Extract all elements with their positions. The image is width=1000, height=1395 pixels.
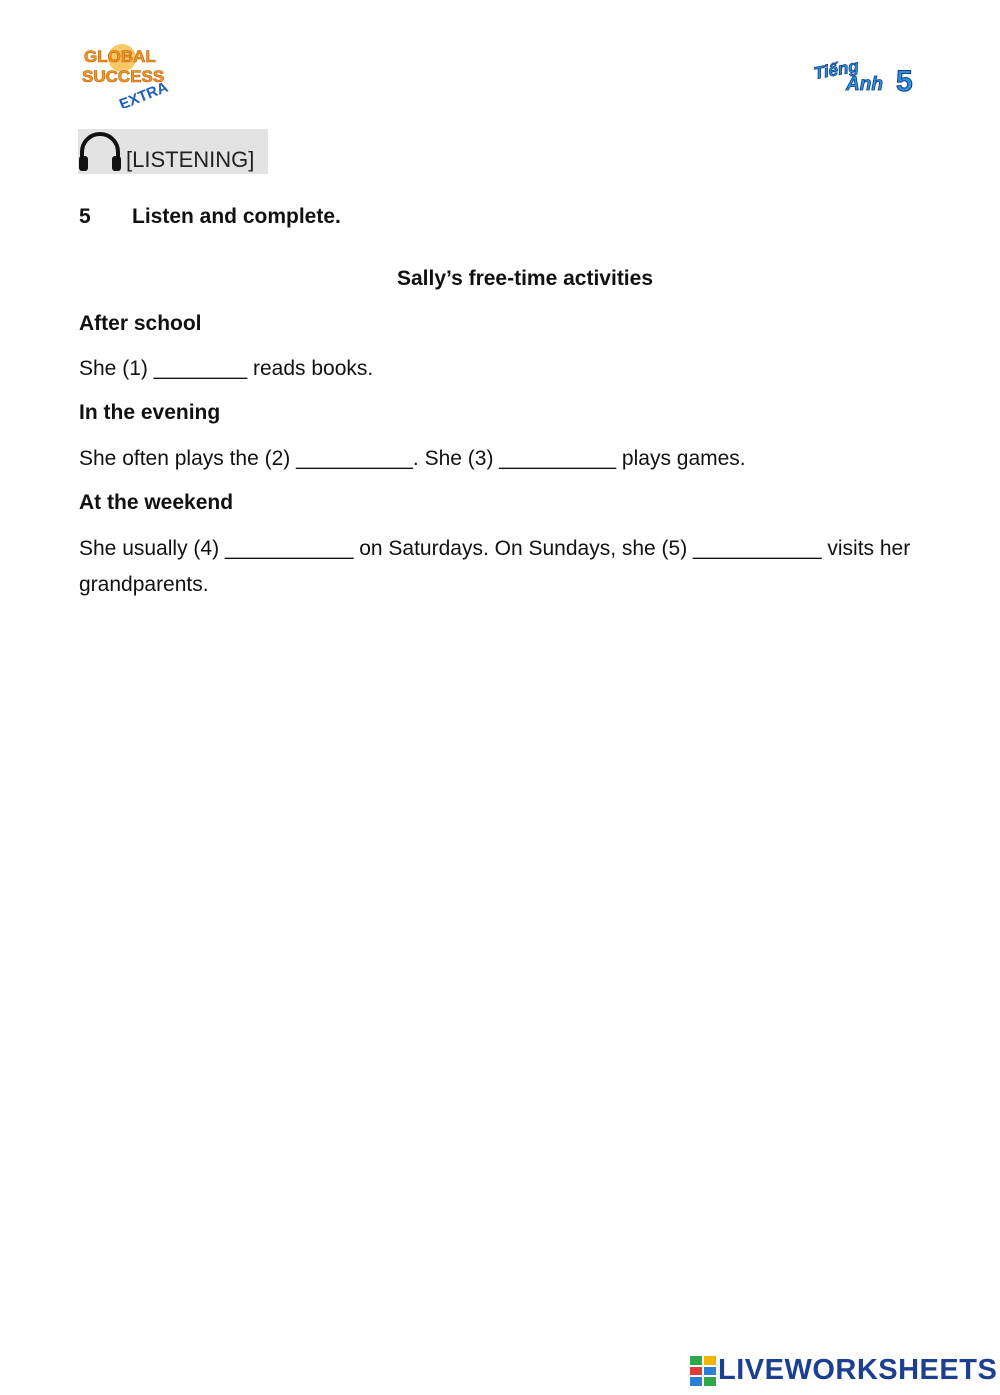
listening-section-tag [78,129,268,174]
liveworksheets-logo [690,1354,997,1387]
sentence-after-school: She (1) ________ reads books. [79,357,374,380]
task-text: Listen and complete. [132,205,341,228]
liveworksheets-wordmark: LIVEWORKSHEETS [718,1354,998,1386]
sentence-at-the-weekend: She usually (4) ___________ on Saturdays. On Sundays, she (5) ___________ visits her grandparents. [79,537,911,596]
svg-text:EXTRA: EXTRA [116,78,171,108]
svg-text:Anh: Anh [846,74,883,95]
tieng-anh-5-logo [812,56,924,96]
svg-text:Tiếng: Tiếng [812,56,861,84]
svg-text:5: 5 [896,65,913,96]
task-instruction [79,205,341,229]
worksheet-title: Sally’s free-time activities [396,267,654,290]
sentence-in-the-evening: She often plays the (2) __________. She (3) __________ plays games. [79,447,746,470]
heading-at-the-weekend: At the weekend [79,491,234,514]
task-number: 5 [79,205,91,228]
liveworksheets-grid-icon [690,1356,716,1386]
global-success-logo [80,40,180,108]
svg-text:GLOBAL: GLOBAL [84,47,156,66]
heading-in-the-evening: In the evening [79,401,221,424]
headphones-icon [78,130,122,174]
listening-label: [LISTENING] [126,147,255,172]
heading-after-school: After school [79,312,202,335]
svg-text:SUCCESS: SUCCESS [82,67,165,86]
